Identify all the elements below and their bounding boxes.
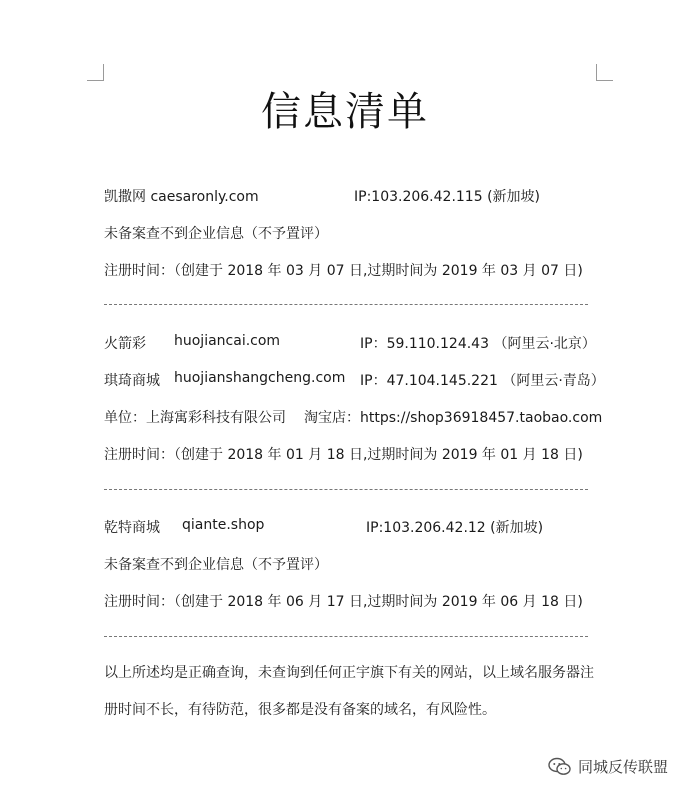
- block1-reg: 注册时间：（创建于 2018 年 03 月 07 日,过期时间为 2019 年 03 月 07 日): [104, 263, 583, 279]
- block1-ip: IP:103.206.42.115 (新加坡): [354, 189, 540, 205]
- block2-shop: 淘宝店：https://shop36918457.taobao.com: [304, 410, 603, 426]
- block3-site-name: 乾特商城: [104, 520, 160, 536]
- block3-reg: 注册时间：（创建于 2018 年 06 月 17 日,过期时间为 2019 年 06 月 18 日): [104, 594, 583, 610]
- separator-1: [104, 304, 588, 305]
- block1-note: 未备案查不到企业信息（不予置评）: [104, 226, 328, 242]
- block3-site-domain: qiante.shop: [182, 517, 265, 533]
- page-corner-mark-top-left: [87, 64, 104, 81]
- block2-site1-ip: IP：59.110.124.43 （阿里云·北京）: [360, 336, 596, 352]
- block2-site1-name: 火箭彩: [104, 336, 146, 352]
- page-corner-mark-top-right: [596, 64, 613, 81]
- block2-unit: 单位：上海寓彩科技有限公司: [104, 410, 286, 426]
- block2-reg: 注册时间：（创建于 2018 年 01 月 18 日,过期时间为 2019 年 01 月 18 日): [104, 447, 583, 463]
- wechat-icon: [548, 757, 572, 777]
- block2-site1-domain: huojiancai.com: [174, 333, 281, 349]
- block3-note: 未备案查不到企业信息（不予置评）: [104, 557, 328, 573]
- block2-site2-ip: IP：47.104.145.221 （阿里云·青岛）: [360, 373, 605, 389]
- block2-site2-name: 琪琦商城: [104, 373, 160, 389]
- block1-site: 凯撒网 caesaronly.com: [104, 189, 259, 205]
- block2-site2-domain: huojianshangcheng.com: [174, 370, 346, 386]
- watermark-text: 同城反传联盟: [577, 758, 668, 776]
- conclusion-paragraph: 以上所述均是正确查询，未查询到任何正宇旗下有关的网站，以上域名服务器注册时间不长，有待防范，很多都是没有备案的域名，有风险性。: [104, 665, 594, 718]
- wechat-watermark: [548, 756, 668, 777]
- block3-ip: IP:103.206.42.12 (新加坡): [366, 520, 544, 536]
- separator-2: [104, 489, 588, 490]
- separator-3: [104, 636, 588, 637]
- document-title: 信息清单: [261, 89, 429, 135]
